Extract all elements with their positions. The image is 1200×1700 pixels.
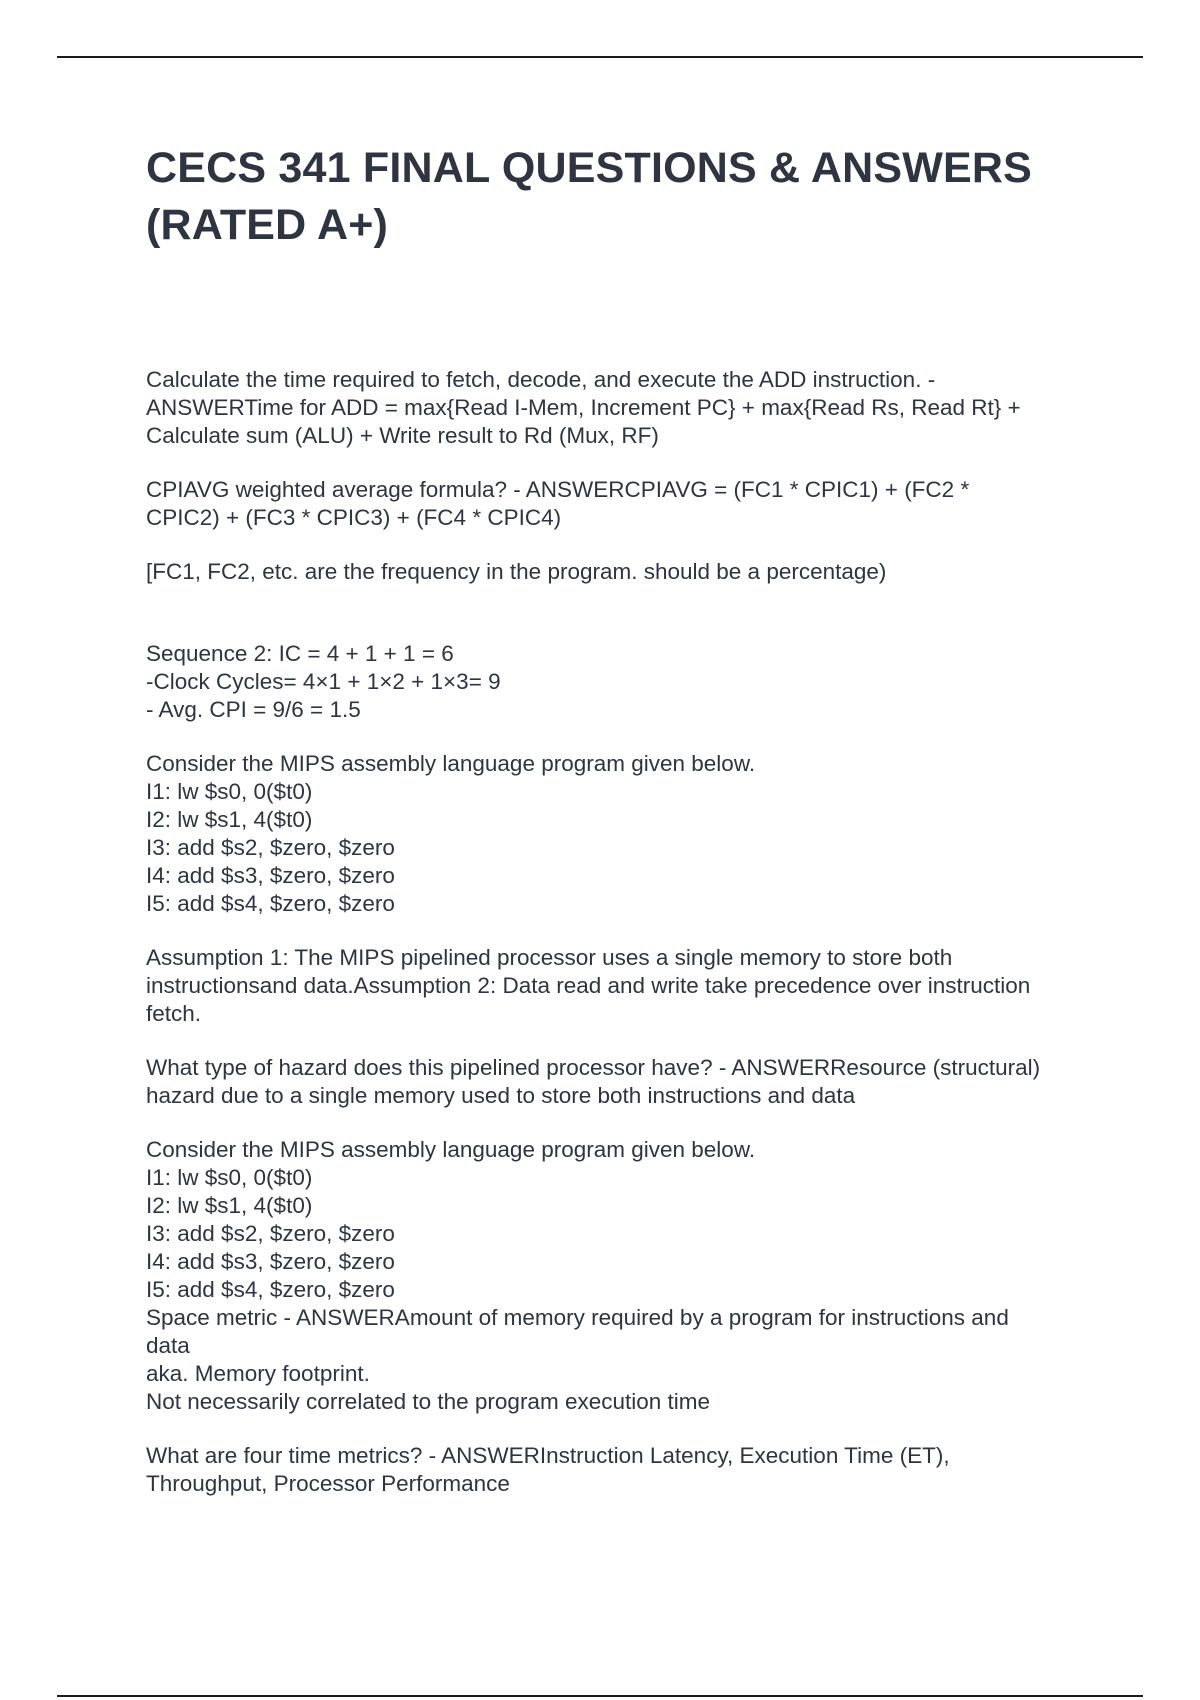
mips-program-1: Consider the MIPS assembly language program given below. I1: lw $s0, 0($t0) I2: lw $s1, 4($t0) I3: add $s2, $zero, $zero I4: add $s3, $zero, $zero I5: add $s4, $zero, $zero	[146, 751, 756, 916]
top-rule	[57, 56, 1143, 58]
qa-space-metric: Space metric - ANSWERAmount of memory required by a program for instructions and data aka. Memory footprint. Not necessarily correlated to the program execution time	[146, 1305, 1009, 1414]
title-block	[146, 140, 1046, 254]
note-frequency: [FC1, FC2, etc. are the frequency in the program. should be a percentage)	[146, 559, 887, 584]
bottom-rule	[57, 1695, 1143, 1697]
mips-program-2: Consider the MIPS assembly language program given below. I1: lw $s0, 0($t0) I2: lw $s1, 4($t0) I3: add $s2, $zero, $zero I4: add $s3, $zero, $zero I5: add $s4, $zero, $zero	[146, 1137, 756, 1302]
document-body	[146, 366, 1046, 1524]
document-title: CECS 341 FINAL QUESTIONS & ANSWERS (RATED A+)	[146, 144, 1033, 249]
qa-add-instruction-time: Calculate the time required to fetch, decode, and execute the ADD instruction. - ANSWERTime for ADD = max{Read I-Mem, Increment PC} + max{Read Rs, Read Rt} + Calculate sum (ALU) + Write result to Rd (Mux, RF)	[146, 367, 1021, 448]
qa-cpiavg-formula: CPIAVG weighted average formula? - ANSWERCPIAVG = (FC1 * CPIC1) + (FC2 * CPIC2) + (FC3 * CPIC3) + (FC4 * CPIC4)	[146, 477, 970, 530]
pipeline-assumptions: Assumption 1: The MIPS pipelined processor uses a single memory to store both instructionsand data.Assumption 2: Data read and write take precedence over instruction fetch.	[146, 945, 1031, 1026]
sequence-2-calculation: Sequence 2: IC = 4 + 1 + 1 = 6 -Clock Cycles= 4×1 + 1×2 + 1×3= 9 - Avg. CPI = 9/6 = 1.5	[146, 641, 501, 722]
qa-time-metrics: What are four time metrics? - ANSWERInstruction Latency, Execution Time (ET), Throughput, Processor Performance	[146, 1443, 950, 1496]
qa-hazard-type: What type of hazard does this pipelined processor have? - ANSWERResource (structural) hazard due to a single memory used to store both instructions and data	[146, 1055, 1041, 1108]
